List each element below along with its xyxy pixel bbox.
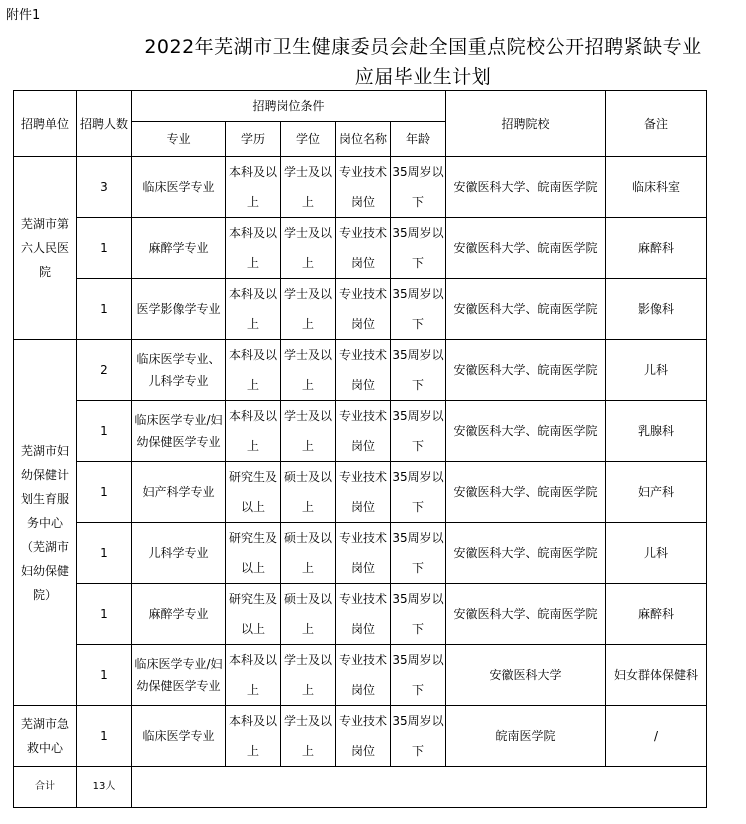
count-cell: 1 xyxy=(77,645,132,706)
schools-cell: 安徽医科大学 xyxy=(446,645,606,706)
position-cell: 专业技术岗位 xyxy=(336,523,391,584)
total-count: 13人 xyxy=(77,767,132,808)
table-row xyxy=(14,157,707,218)
remark-cell: 乳腺科 xyxy=(606,401,707,462)
header-major: 专业 xyxy=(132,122,226,157)
education-cell: 本科及以上 xyxy=(226,645,281,706)
table-row xyxy=(14,279,707,340)
age-cell: 35周岁以下 xyxy=(391,584,446,645)
table-row xyxy=(14,340,707,401)
age-cell: 35周岁以下 xyxy=(391,645,446,706)
count-cell: 1 xyxy=(77,401,132,462)
table-row xyxy=(14,218,707,279)
count-cell: 1 xyxy=(77,584,132,645)
header-schools: 招聘院校 xyxy=(446,91,606,157)
age-cell: 35周岁以下 xyxy=(391,279,446,340)
age-cell: 35周岁以下 xyxy=(391,157,446,218)
position-cell: 专业技术岗位 xyxy=(336,279,391,340)
degree-cell: 学士及以上 xyxy=(281,340,336,401)
schools-cell: 皖南医学院 xyxy=(446,706,606,767)
header-remark: 备注 xyxy=(606,91,707,157)
header-unit: 招聘单位 xyxy=(14,91,77,157)
position-cell: 专业技术岗位 xyxy=(336,157,391,218)
degree-cell: 硕士及以上 xyxy=(281,523,336,584)
education-cell: 研究生及以上 xyxy=(226,584,281,645)
table-row xyxy=(14,401,707,462)
education-cell: 本科及以上 xyxy=(226,401,281,462)
header-degree: 学位 xyxy=(281,122,336,157)
major-cell: 临床医学专业/妇幼保健医学专业 xyxy=(132,401,226,462)
header-age: 年龄 xyxy=(391,122,446,157)
major-cell: 临床医学专业 xyxy=(132,157,226,218)
education-cell: 本科及以上 xyxy=(226,279,281,340)
degree-cell: 硕士及以上 xyxy=(281,462,336,523)
major-cell: 临床医学专业/妇幼保健医学专业 xyxy=(132,645,226,706)
header-conditions: 招聘岗位条件 xyxy=(132,91,446,122)
document-title: 2022年芜湖市卫生健康委员会赴全国重点院校公开招聘紧缺专业 xyxy=(144,36,702,58)
total-label: 合计 xyxy=(14,767,77,808)
unit-name-cell: 芜湖市第六人民医院 xyxy=(14,157,77,340)
remark-cell: 儿科 xyxy=(606,340,707,401)
remark-cell: 麻醉科 xyxy=(606,218,707,279)
total-row xyxy=(14,767,707,808)
degree-cell: 硕士及以上 xyxy=(281,584,336,645)
schools-cell: 安徽医科大学、皖南医学院 xyxy=(446,523,606,584)
attachment-label: 附件1 xyxy=(6,8,41,23)
age-cell: 35周岁以下 xyxy=(391,462,446,523)
position-cell: 专业技术岗位 xyxy=(336,645,391,706)
recruitment-table xyxy=(13,90,707,808)
total-empty xyxy=(132,767,707,808)
major-cell: 临床医学专业、儿科学专业 xyxy=(132,340,226,401)
table-row xyxy=(14,645,707,706)
schools-cell: 安徽医科大学、皖南医学院 xyxy=(446,157,606,218)
table-row xyxy=(14,523,707,584)
education-cell: 本科及以上 xyxy=(226,157,281,218)
degree-cell: 学士及以上 xyxy=(281,157,336,218)
degree-cell: 学士及以上 xyxy=(281,706,336,767)
position-cell: 专业技术岗位 xyxy=(336,584,391,645)
schools-cell: 安徽医科大学、皖南医学院 xyxy=(446,279,606,340)
count-cell: 1 xyxy=(77,279,132,340)
age-cell: 35周岁以下 xyxy=(391,523,446,584)
position-cell: 专业技术岗位 xyxy=(336,706,391,767)
remark-cell: 儿科 xyxy=(606,523,707,584)
count-cell: 1 xyxy=(77,218,132,279)
degree-cell: 学士及以上 xyxy=(281,645,336,706)
remark-cell: / xyxy=(606,706,707,767)
table-row xyxy=(14,462,707,523)
education-cell: 本科及以上 xyxy=(226,218,281,279)
position-cell: 专业技术岗位 xyxy=(336,401,391,462)
schools-cell: 安徽医科大学、皖南医学院 xyxy=(446,462,606,523)
major-cell: 妇产科学专业 xyxy=(132,462,226,523)
unit-name-cell: 芜湖市妇幼保健计划生育服务中心（芜湖市妇幼保健院） xyxy=(14,340,77,706)
remark-cell: 麻醉科 xyxy=(606,584,707,645)
count-cell: 2 xyxy=(77,340,132,401)
schools-cell: 安徽医科大学、皖南医学院 xyxy=(446,218,606,279)
degree-cell: 学士及以上 xyxy=(281,401,336,462)
education-cell: 研究生及以上 xyxy=(226,523,281,584)
age-cell: 35周岁以下 xyxy=(391,340,446,401)
education-cell: 本科及以上 xyxy=(226,706,281,767)
degree-cell: 学士及以上 xyxy=(281,279,336,340)
count-cell: 3 xyxy=(77,157,132,218)
degree-cell: 学士及以上 xyxy=(281,218,336,279)
remark-cell: 临床科室 xyxy=(606,157,707,218)
table-row xyxy=(14,584,707,645)
education-cell: 本科及以上 xyxy=(226,340,281,401)
remark-cell: 妇产科 xyxy=(606,462,707,523)
table-row xyxy=(14,706,707,767)
unit-name-cell: 芜湖市急救中心 xyxy=(14,706,77,767)
remark-cell: 影像科 xyxy=(606,279,707,340)
schools-cell: 安徽医科大学、皖南医学院 xyxy=(446,584,606,645)
education-cell: 研究生及以上 xyxy=(226,462,281,523)
remark-cell: 妇女群体保健科 xyxy=(606,645,707,706)
age-cell: 35周岁以下 xyxy=(391,218,446,279)
header-education: 学历 xyxy=(226,122,281,157)
header-position: 岗位名称 xyxy=(336,122,391,157)
position-cell: 专业技术岗位 xyxy=(336,218,391,279)
count-cell: 1 xyxy=(77,523,132,584)
major-cell: 临床医学专业 xyxy=(132,706,226,767)
age-cell: 35周岁以下 xyxy=(391,706,446,767)
age-cell: 35周岁以下 xyxy=(391,401,446,462)
count-cell: 1 xyxy=(77,706,132,767)
schools-cell: 安徽医科大学、皖南医学院 xyxy=(446,401,606,462)
position-cell: 专业技术岗位 xyxy=(336,340,391,401)
schools-cell: 安徽医科大学、皖南医学院 xyxy=(446,340,606,401)
major-cell: 麻醉学专业 xyxy=(132,218,226,279)
position-cell: 专业技术岗位 xyxy=(336,462,391,523)
major-cell: 医学影像学专业 xyxy=(132,279,226,340)
header-count: 招聘人数 xyxy=(77,91,132,157)
count-cell: 1 xyxy=(77,462,132,523)
document-subtitle: 应届毕业生计划 xyxy=(354,66,492,88)
major-cell: 麻醉学专业 xyxy=(132,584,226,645)
major-cell: 儿科学专业 xyxy=(132,523,226,584)
